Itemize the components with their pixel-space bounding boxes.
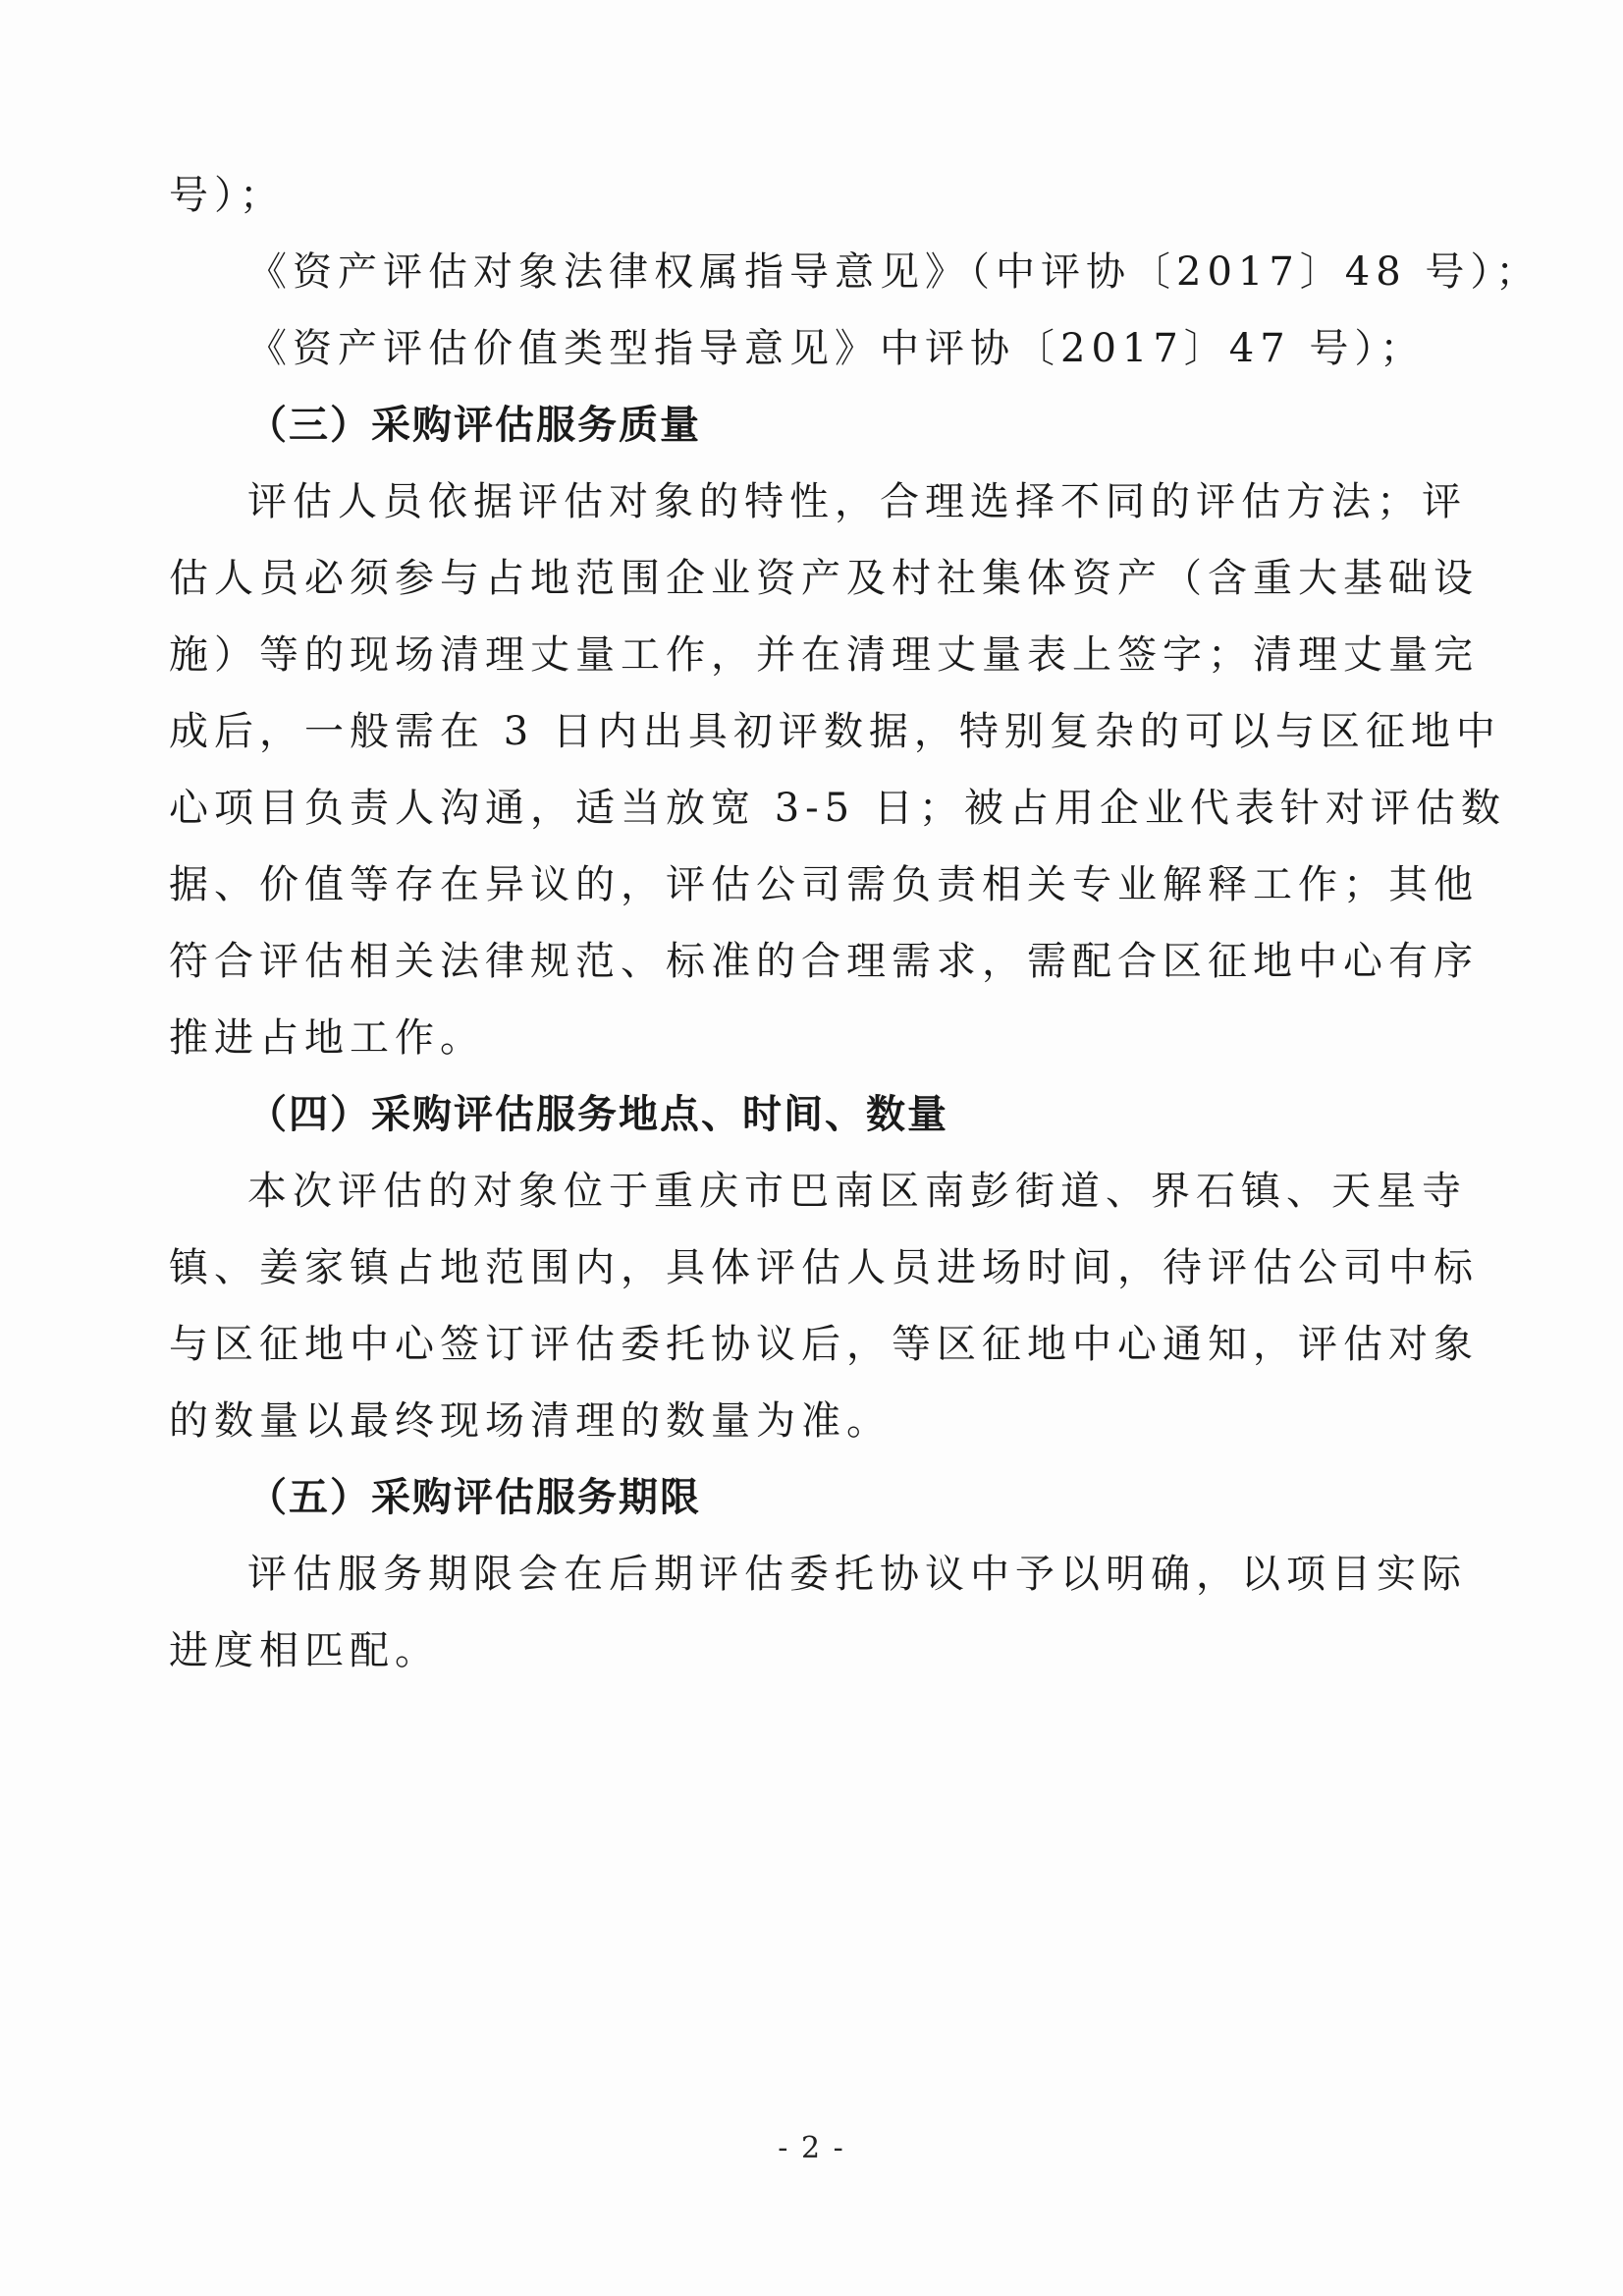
text-line: 符合评估相关法律规范、标准的合理需求，需配合区征地中心有序 xyxy=(169,939,1479,984)
text-line: 与区征地中心签订评估委托协议后，等区征地中心通知，评估对象 xyxy=(169,1322,1479,1367)
text-line: 估人员必须参与占地范围企业资产及村社集体资产（含重大基础设 xyxy=(169,556,1479,601)
text-line: 进度相匹配。 xyxy=(169,1628,440,1673)
text-line: 本次评估的对象位于重庆市巴南区南彭街道、界石镇、天星寺 xyxy=(247,1169,1467,1214)
text-line: 《资产评估价值类型指导意见》中评协〔2017〕47 号）； xyxy=(247,326,1426,371)
section-heading-4: （四）采购评估服务地点、时间、数量 xyxy=(247,1092,948,1137)
section-heading-5: （五）采购评估服务期限 xyxy=(247,1475,701,1520)
text-line: 评估服务期限会在后期评估委托协议中予以明确，以项目实际 xyxy=(247,1552,1467,1597)
text-line: 推进占地工作。 xyxy=(169,1015,485,1061)
text-line: 施）等的现场清理丈量工作，并在清理丈量表上签字；清理丈量完 xyxy=(169,632,1479,678)
text-line: 号）； xyxy=(169,173,285,218)
document-body xyxy=(169,157,1542,1689)
text-line: 《资产评估对象法律权属指导意见》（中评协〔2017〕48 号）； xyxy=(247,249,1542,295)
text-line: 评估人员依据评估对象的特性，合理选择不同的评估方法；评 xyxy=(247,479,1467,524)
text-line: 的数量以最终现场清理的数量为准。 xyxy=(169,1398,892,1444)
section-heading-3: （三）采购评估服务质量 xyxy=(247,403,701,448)
text-line: 成后，一般需在 3 日内出具初评数据，特别复杂的可以与区征地中 xyxy=(169,709,1501,754)
text-line: 心项目负责人沟通，适当放宽 3-5 日；被占用企业代表针对评估数 xyxy=(169,786,1506,831)
page-number: - 2 - xyxy=(778,2131,845,2165)
text-line: 据、价值等存在异议的，评估公司需负责相关专业解释工作；其他 xyxy=(169,862,1479,907)
text-line: 镇、姜家镇占地范围内，具体评估人员进场时间，待评估公司中标 xyxy=(169,1245,1479,1290)
